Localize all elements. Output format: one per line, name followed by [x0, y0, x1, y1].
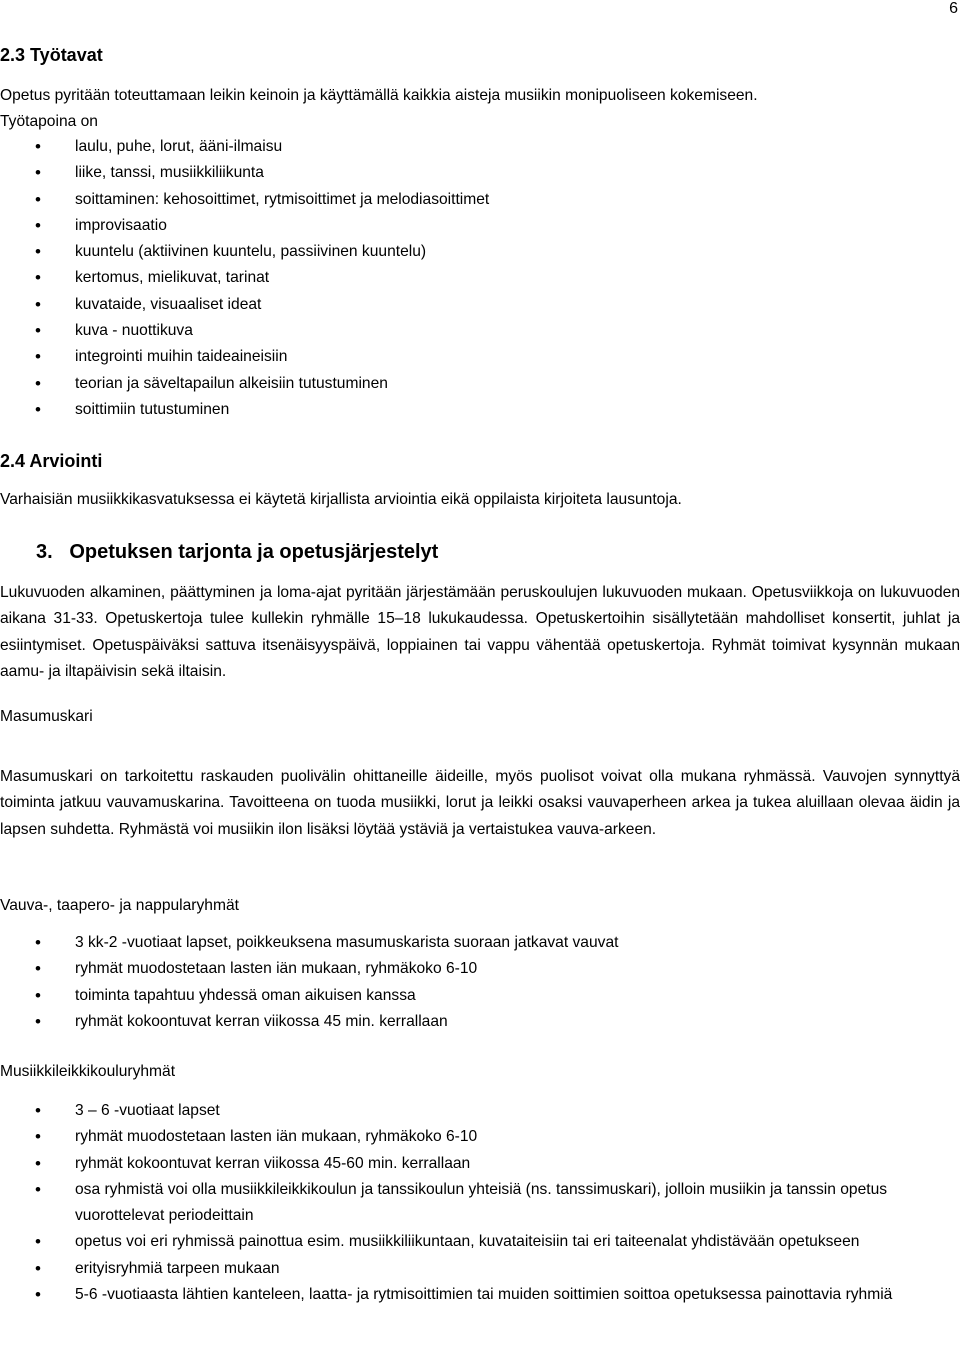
list-item: • ryhmät muodostetaan lasten iän mukaan, ryhmäkoko 6-10: [0, 956, 950, 982]
organization-paragraph: Lukuvuoden alkaminen, päättyminen ja loma-ajat pyritään järjestämään peruskoulujen lukuvuoden mukaan. Opetusviikkoja on lukuvuoden aikana 31-33. Opetuskertoja tulee kullekin ryhmälle 15–18 lukukaudessa. Opetuskertoihin sisällytetään mahdolliset konsertit, juhlat ja esiintymiset. Opetuspäiväksi sattuva itsenäisyyspäivä, loppiainen tai vappu vähentää opetuskertoja. Ryhmät toimivat kysynnän mukaan aamu- ja iltapäivisin sekä iltaisin.: [0, 584, 960, 680]
page-number: 6: [949, 0, 958, 17]
working-methods-list: [0, 134, 950, 423]
list-item: • osa ryhmistä voi olla musiikkileikkikoulun ja tanssikoulun yhteisiä (ns. tanssimuskari), jolloin musiikin ja tanssin opetus vuorottelevat periodeittain: [0, 1177, 950, 1230]
list-item: • laulu, puhe, lorut, ääni-ilmaisu: [0, 134, 950, 160]
list-item: • erityisryhmiä tarpeen mukaan: [0, 1256, 950, 1282]
list-item: • opetus voi eri ryhmissä painottua esim. musiikkiliikuntaan, kuvataiteisiin tai eri taiteenalat yhdistävään opetukseen: [0, 1229, 950, 1255]
section-heading-2-4: 2.4 Arviointi: [0, 451, 103, 471]
baby-groups-list: [0, 930, 950, 1035]
list-item: • kuvataide, visuaaliset ideat: [0, 292, 950, 318]
assessment-text: Varhaisiän musiikkikasvatuksessa ei käytetä kirjallista arviointia eikä oppilaista kirjoiteta lausuntoja.: [0, 491, 682, 508]
section-heading-2-3: 2.3 Työtavat: [0, 45, 103, 65]
list-item: • ryhmät muodostetaan lasten iän mukaan, ryhmäkoko 6-10: [0, 1124, 950, 1150]
play-school-heading: Musiikkileikkikouluryhmät: [0, 1063, 176, 1080]
intro-line-2: Työtapoina on: [0, 113, 98, 131]
list-item: • toiminta tapahtuu yhdessä oman aikuisen kanssa: [0, 983, 950, 1009]
section-heading-3: 3. Opetuksen tarjonta ja opetusjärjestelyt: [36, 541, 439, 563]
list-item: • 3 – 6 -vuotiaat lapset: [0, 1098, 950, 1124]
baby-groups-heading: Vauva-, taapero- ja nappularyhmät: [0, 897, 239, 914]
list-item: • soittimiin tutustuminen: [0, 397, 950, 423]
masumuskari-heading: Masumuskari: [0, 708, 93, 725]
masumuskari-paragraph: Masumuskari on tarkoitettu raskauden puolivälin ohittaneille äideille, myös puolisot voivat olla mukana ryhmässä. Vauvojen synnyttyä toiminta jatkuu vauvamuskarina. Tavoitteena on tuoda musiikki, lorut ja leikki osaksi vauvaperheen arkea ja tukea aluillaan olevaa äidin ja lapsen suhdetta. Ryhmästä voi musiikin ilon lisäksi löytää ystäviä ja vertaistukea vauva-arkeen.: [0, 768, 960, 838]
list-item: • kuva - nuottikuva: [0, 318, 950, 344]
list-item: • 3 kk-2 -vuotiaat lapset, poikkeuksena masumuskarista suoraan jatkavat vauvat: [0, 930, 950, 956]
intro-text: [0, 83, 960, 136]
list-item: • improvisaatio: [0, 213, 950, 239]
list-item: • kuuntelu (aktiivinen kuuntelu, passiivinen kuuntelu): [0, 239, 950, 265]
list-item: • soittaminen: kehosoittimet, rytmisoittimet ja melodiasoittimet: [0, 187, 950, 213]
list-item: • liike, tanssi, musiikkiliikunta: [0, 160, 950, 186]
play-school-list: [0, 1098, 950, 1308]
list-item: • 5-6 -vuotiaasta lähtien kanteleen, laatta- ja rytmisoittimien tai muiden soittimien soittoa opetuksessa painottavia ryhmiä: [0, 1282, 950, 1308]
list-item: • integrointi muihin taideaineisiin: [0, 344, 950, 370]
list-item: • ryhmät kokoontuvat kerran viikossa 45 min. kerrallaan: [0, 1009, 950, 1035]
intro-line-1: Opetus pyritään toteuttamaan leikin keinoin ja käyttämällä kaikkia aisteja musiikin monipuoliseen kokemiseen.: [0, 87, 758, 104]
list-item: • teorian ja säveltapailun alkeisiin tutustuminen: [0, 371, 950, 397]
list-item: • kertomus, mielikuvat, tarinat: [0, 265, 950, 291]
list-item: • ryhmät kokoontuvat kerran viikossa 45-60 min. kerrallaan: [0, 1151, 950, 1177]
